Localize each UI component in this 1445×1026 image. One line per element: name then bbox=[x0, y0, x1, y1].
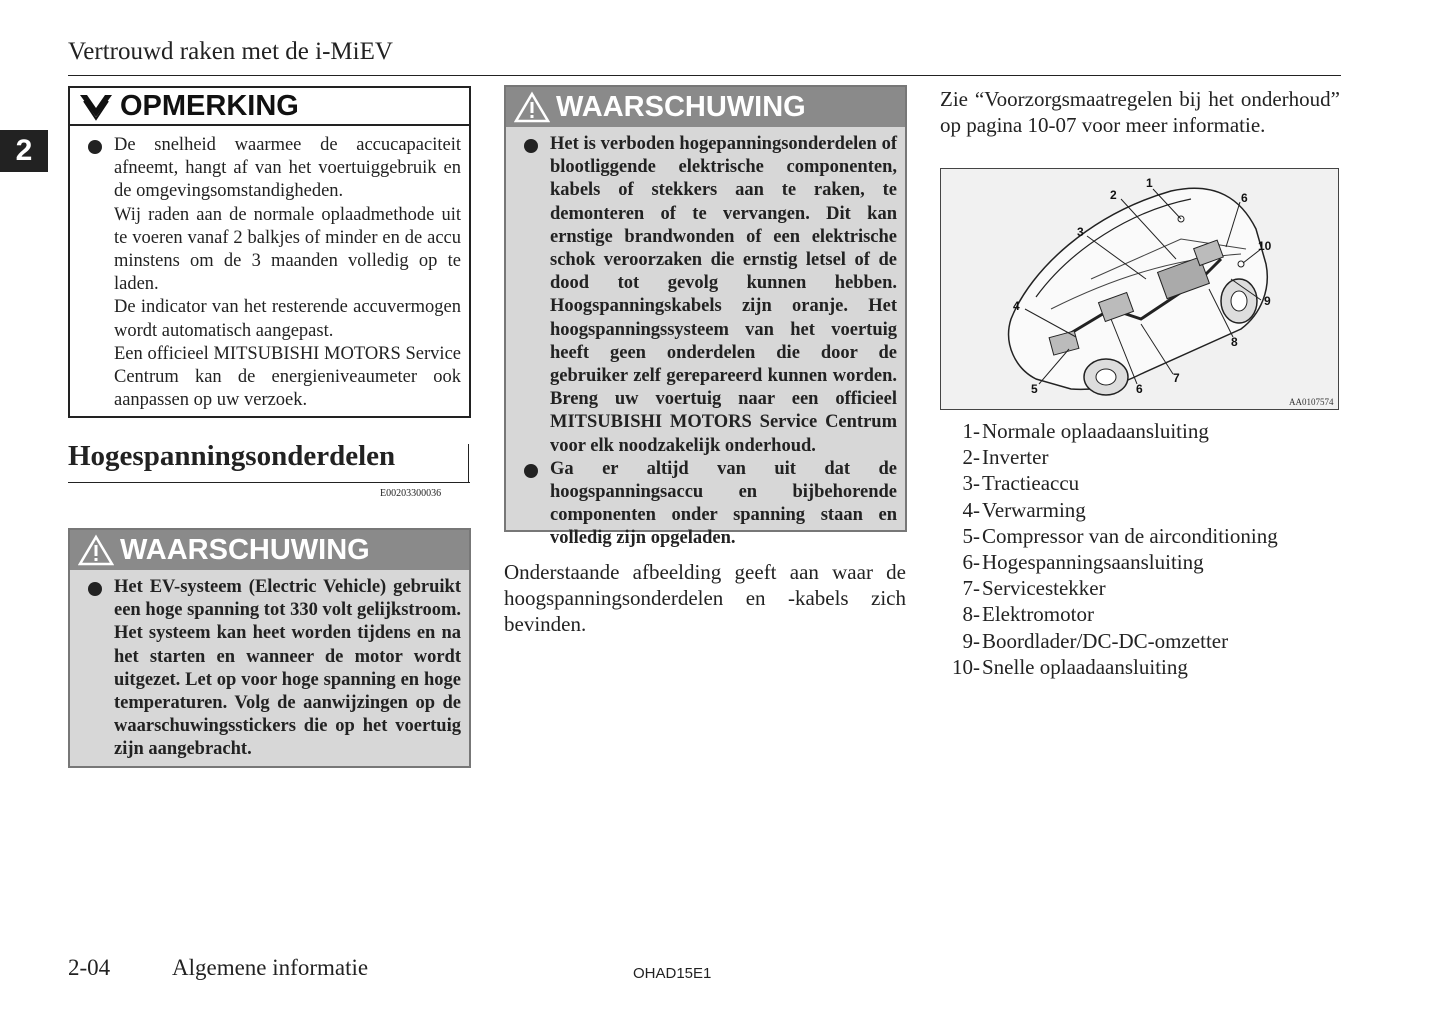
legend-number: 10- bbox=[952, 654, 980, 679]
callout-5: 5 bbox=[1031, 382, 1038, 396]
figure-code: AA0107574 bbox=[1289, 397, 1334, 407]
reference-paragraph: Zie “Voorzorgsmaatregelen bij het onderhoud” op pagina 10-07 voor meer informatie. bbox=[940, 87, 1340, 137]
section-divider bbox=[468, 444, 469, 482]
legend-item bbox=[940, 575, 1278, 601]
callout-3: 3 bbox=[1077, 225, 1084, 239]
legend-number: 6- bbox=[962, 550, 980, 575]
callout-6b: 6 bbox=[1241, 191, 1248, 205]
warning-item bbox=[506, 458, 905, 551]
warning-title: WAARSCHUWING bbox=[120, 533, 370, 566]
legend-item bbox=[940, 418, 1278, 444]
legend-number: 7- bbox=[962, 576, 980, 601]
document-code: OHAD15E1 bbox=[633, 965, 712, 982]
callout-8: 8 bbox=[1231, 335, 1238, 349]
section-rule bbox=[68, 482, 470, 483]
warning-triangle-icon bbox=[78, 534, 114, 566]
note-box bbox=[68, 86, 471, 418]
warning-header bbox=[506, 87, 905, 127]
legend-label: Servicestekker bbox=[982, 576, 1106, 601]
legend-number: 5- bbox=[962, 523, 980, 548]
warning-box-middle bbox=[504, 85, 907, 549]
legend-item bbox=[940, 444, 1278, 470]
callout-2: 2 bbox=[1110, 188, 1117, 202]
note-item bbox=[70, 134, 469, 412]
legend-number: 3- bbox=[962, 471, 980, 496]
warning-text: Ga er altijd van uit dat de hoogspanningsaccu en bijbehorende componenten onder spanning staan en volledig zijn opgeladen. bbox=[550, 458, 897, 549]
legend-label: Inverter bbox=[982, 445, 1049, 470]
warning-header bbox=[70, 530, 469, 570]
vehicle-illustration bbox=[941, 169, 1338, 409]
legend-item bbox=[940, 601, 1278, 627]
note-paragraph: Wij raden aan de normale oplaadmethode uit te voeren vanaf 2 balkjes of minder en de accu minstens om de 3 maanden volledig op te laden. bbox=[114, 204, 461, 295]
legend-number: 2- bbox=[962, 445, 980, 470]
note-paragraph: Een officieel MITSUBISHI MOTORS Service Centrum kan de energieniveaumeter ook aanpassen op uw verzoek. bbox=[114, 343, 461, 411]
legend-number: 9- bbox=[962, 628, 980, 653]
note-paragraph: De indicator van het resterende accuvermogen wordt automatisch aangepast. bbox=[114, 297, 461, 341]
footer-title: Algemene informatie bbox=[172, 955, 369, 980]
note-paragraph: De snelheid waarmee de accucapaciteit afneemt, hangt af van het voertuiggebruik en de omgevingsomstandigheden. bbox=[114, 135, 461, 202]
warning-box-left bbox=[68, 528, 471, 768]
note-header bbox=[70, 88, 469, 126]
legend-label: Normale oplaadaansluiting bbox=[982, 419, 1209, 443]
section-title: Hogespanningsonderdelen bbox=[68, 440, 396, 472]
figure-intro-paragraph: Onderstaande afbeelding geeft aan waar de hoogspanningsonderdelen en -kabels zich bevinden. bbox=[504, 560, 906, 636]
legend-item bbox=[940, 497, 1278, 523]
callout-7: 7 bbox=[1173, 371, 1180, 385]
component-legend bbox=[940, 418, 1278, 680]
legend-item bbox=[940, 654, 1278, 680]
legend-number: 8- bbox=[962, 602, 980, 627]
warning-text: Het EV-systeem (Electric Vehicle) gebruikt een hoge spanning tot 330 volt gelijkstroom. Het systeem kan heet worden tijdens en na het starten en wanneer de motor wordt uitgezet. Let op voor hoge spanning en hoge temperaturen. Volg de aanwijzingen op de waarschuwingsstickers die op het voertuig zijn aangebracht. bbox=[114, 577, 461, 760]
warning-triangle-icon bbox=[514, 91, 550, 123]
legend-number: 4- bbox=[962, 497, 980, 522]
header-rule bbox=[68, 75, 1341, 76]
page-number: 2-04 bbox=[68, 955, 111, 980]
warning-text: Het is verboden hogepanningsonderdelen of blootliggende elektrische componenten, kabels of stekkers aan te raken, te demonteren of te vervangen. Dit kan ernstige brandwonden of een elektrische schok veroorzaken die ernstig letsel of de dood tot gevolg kunnen hebben. Hoogspanningskabels zijn oranje. Het hoogspanningssysteem van het voertuig heeft geen onderdelen die door de gebruiker zelf gerepareerd kunnen worden. Breng uw voertuig naar een officieel MITSUBISHI MOTORS Service Centrum voor elk noodzakelijk onderhoud. bbox=[550, 134, 897, 456]
bullet-icon bbox=[88, 582, 102, 596]
bullet-icon bbox=[88, 140, 102, 154]
legend-label: Elektromotor bbox=[982, 602, 1094, 627]
vehicle-diagram bbox=[940, 168, 1339, 410]
callout-10: 10 bbox=[1258, 239, 1272, 253]
legend-number: 1- bbox=[962, 419, 980, 443]
note-icon bbox=[78, 91, 114, 121]
legend-item bbox=[940, 470, 1278, 496]
callout-9: 9 bbox=[1264, 294, 1271, 308]
bullet-icon bbox=[524, 139, 538, 153]
chapter-tab: 2 bbox=[0, 130, 48, 172]
note-title: OPMERKING bbox=[120, 89, 299, 122]
callout-6a: 6 bbox=[1136, 382, 1143, 396]
legend-item bbox=[940, 549, 1278, 575]
callout-1: 1 bbox=[1146, 176, 1153, 190]
legend-label: Verwarming bbox=[982, 497, 1086, 522]
legend-label: Snelle oplaadaansluiting bbox=[982, 654, 1188, 679]
legend-label: Boordlader/DC-DC-omzetter bbox=[982, 628, 1229, 653]
bullet-icon bbox=[524, 464, 538, 478]
warning-item bbox=[70, 576, 469, 762]
section-code: E00203300036 bbox=[380, 488, 442, 499]
warning-item bbox=[506, 133, 905, 458]
running-title: Vertrouwd raken met de i-MiEV bbox=[68, 38, 393, 65]
legend-label: Compressor van de airconditioning bbox=[982, 523, 1278, 548]
legend-item bbox=[940, 523, 1278, 549]
callout-4: 4 bbox=[1013, 299, 1020, 313]
legend-label: Hogespanningsaansluiting bbox=[982, 550, 1204, 575]
legend-label: Tractieaccu bbox=[982, 471, 1080, 496]
warning-title: WAARSCHUWING bbox=[556, 90, 806, 123]
legend-item bbox=[940, 628, 1278, 654]
